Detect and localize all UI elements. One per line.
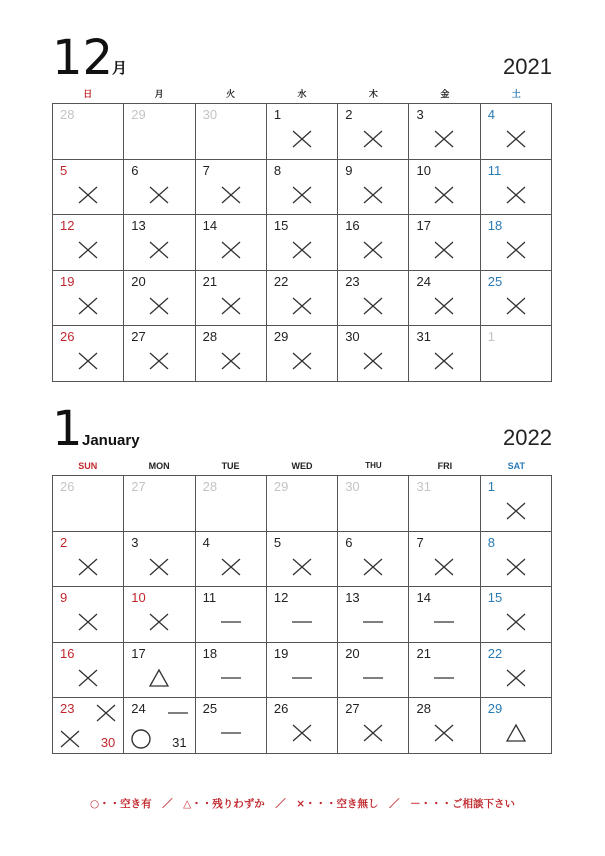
cross-icon — [362, 350, 384, 372]
cross-icon — [148, 350, 170, 372]
triangle-icon — [148, 667, 170, 689]
day-cell[interactable] — [409, 215, 480, 271]
day-number: 29 — [273, 479, 289, 494]
day-cell[interactable] — [124, 271, 195, 327]
day-number: 20 — [345, 645, 360, 661]
cross-icon — [148, 556, 170, 578]
dash-icon — [220, 611, 242, 633]
day-cell[interactable] — [53, 476, 124, 532]
december-month-label: 月 — [112, 60, 128, 77]
cross-icon — [433, 556, 455, 578]
day-number: 18 — [487, 218, 503, 233]
day-number: 23 — [345, 273, 360, 289]
weekday-label: MON — [148, 461, 170, 471]
day-number: 28 — [202, 479, 218, 494]
day-cell[interactable] — [481, 532, 552, 588]
day-cell[interactable] — [481, 271, 552, 327]
january-weekday-row — [52, 459, 552, 473]
cross-icon — [362, 722, 384, 744]
circle-icon — [130, 728, 152, 750]
day-cell[interactable] — [409, 326, 480, 382]
day-cell[interactable] — [53, 587, 124, 643]
day-cell[interactable] — [409, 271, 480, 327]
dash-icon — [291, 667, 313, 689]
day-number: 31 — [416, 329, 431, 344]
day-number: 1 — [273, 107, 282, 122]
day-cell[interactable] — [481, 587, 552, 643]
cross-icon — [362, 295, 384, 317]
day-cell[interactable] — [124, 160, 195, 216]
day-cell[interactable] — [53, 326, 124, 382]
cross-icon — [362, 128, 384, 150]
day-number: 2 — [345, 107, 353, 122]
weekday-label: SUN — [78, 461, 98, 471]
day-cell[interactable] — [338, 698, 409, 754]
day-number: 19 — [60, 273, 75, 289]
cross-icon — [77, 667, 99, 689]
cross-icon — [291, 556, 313, 578]
weekday-label: 火 — [226, 89, 236, 99]
day-cell[interactable] — [124, 532, 195, 588]
day-number-secondary: 31 — [172, 734, 187, 750]
cross-icon — [505, 128, 527, 150]
cross-icon — [505, 239, 527, 261]
cross-icon — [77, 556, 99, 578]
day-cell[interactable] — [267, 326, 338, 382]
cross-icon — [291, 722, 313, 744]
day-cell[interactable] — [196, 587, 267, 643]
cross-icon — [433, 184, 455, 206]
dash-icon — [433, 611, 455, 633]
day-cell[interactable] — [196, 476, 267, 532]
day-cell[interactable] — [338, 476, 409, 532]
day-cell[interactable] — [409, 160, 480, 216]
cross-icon — [291, 184, 313, 206]
day-cell[interactable] — [124, 104, 195, 160]
weekday-label: 金 — [440, 89, 450, 99]
day-number: 24 — [131, 701, 146, 716]
day-cell[interactable] — [481, 160, 552, 216]
cross-icon — [220, 184, 242, 206]
day-number: 8 — [487, 534, 496, 550]
day-number: 25 — [487, 273, 503, 289]
day-number: 11 — [487, 162, 502, 178]
day-number: 3 — [416, 107, 424, 122]
day-number: 24 — [416, 273, 431, 289]
january-header — [52, 401, 552, 457]
day-number: 19 — [273, 645, 289, 661]
day-cell[interactable] — [53, 160, 124, 216]
day-number: 7 — [202, 162, 210, 178]
day-cell[interactable] — [267, 271, 338, 327]
cross-icon — [291, 128, 313, 150]
day-cell[interactable] — [267, 587, 338, 643]
day-number: 31 — [416, 479, 431, 494]
day-number: 25 — [202, 701, 218, 716]
day-number: 14 — [202, 218, 218, 233]
day-cell[interactable] — [409, 643, 480, 699]
day-cell[interactable] — [481, 476, 552, 532]
day-number: 29 — [131, 107, 146, 122]
weekday-label: 木 — [368, 89, 378, 99]
cross-icon — [505, 611, 527, 633]
day-number: 21 — [416, 645, 431, 661]
day-number: 22 — [487, 645, 503, 661]
weekday-label: WED — [291, 461, 313, 471]
day-cell[interactable] — [196, 215, 267, 271]
day-cell[interactable] — [338, 104, 409, 160]
cross-icon — [77, 239, 99, 261]
day-number: 12 — [273, 590, 289, 605]
day-number: 22 — [273, 273, 289, 289]
day-number: 18 — [202, 645, 218, 661]
cross-icon — [362, 184, 384, 206]
day-cell[interactable] — [338, 643, 409, 699]
day-number: 16 — [60, 645, 75, 661]
day-cell[interactable] — [338, 160, 409, 216]
day-cell[interactable] — [53, 532, 124, 588]
day-number: 11 — [202, 590, 217, 605]
december-year: 2021 — [503, 54, 552, 79]
cross-icon — [505, 295, 527, 317]
day-number: 8 — [273, 162, 282, 178]
january-month-label: January — [82, 432, 140, 449]
day-cell[interactable] — [409, 104, 480, 160]
cross-icon — [148, 611, 170, 633]
day-cell[interactable] — [338, 271, 409, 327]
day-number: 30 — [345, 329, 360, 344]
day-cell[interactable] — [267, 215, 338, 271]
day-number: 5 — [60, 162, 68, 178]
cross-icon — [77, 611, 99, 633]
day-cell[interactable] — [267, 643, 338, 699]
day-cell[interactable] — [53, 698, 124, 754]
day-cell[interactable] — [196, 326, 267, 382]
day-number: 12 — [60, 218, 75, 233]
cross-icon — [148, 184, 170, 206]
cross-icon — [220, 295, 242, 317]
day-cell[interactable] — [196, 160, 267, 216]
day-cell[interactable] — [338, 215, 409, 271]
weekday-label: FRI — [437, 461, 453, 471]
weekday-label: THU — [365, 461, 382, 470]
day-number: 26 — [60, 479, 75, 494]
day-cell[interactable] — [196, 643, 267, 699]
day-cell[interactable] — [53, 215, 124, 271]
day-number: 27 — [131, 479, 146, 494]
cross-icon — [505, 184, 527, 206]
day-cell[interactable] — [196, 104, 267, 160]
cross-icon — [59, 728, 81, 750]
dash-icon — [167, 702, 189, 724]
day-number: 6 — [345, 534, 353, 550]
cross-icon — [505, 500, 527, 522]
day-cell[interactable] — [267, 532, 338, 588]
day-number: 5 — [273, 534, 282, 550]
day-number: 28 — [60, 107, 75, 122]
day-number: 23 — [60, 701, 75, 716]
dash-icon — [362, 611, 384, 633]
dash-icon — [220, 667, 242, 689]
day-cell[interactable] — [409, 532, 480, 588]
weekday-label: 土 — [511, 89, 521, 99]
day-cell[interactable] — [267, 160, 338, 216]
dash-icon — [291, 611, 313, 633]
cross-icon — [433, 128, 455, 150]
day-number: 29 — [487, 701, 503, 716]
triangle-icon — [505, 722, 527, 744]
cross-icon — [148, 295, 170, 317]
cross-icon — [433, 350, 455, 372]
cross-icon — [433, 295, 455, 317]
day-number: 17 — [416, 218, 431, 233]
day-number: 21 — [202, 273, 218, 289]
december-header — [52, 30, 552, 86]
cross-icon — [220, 556, 242, 578]
day-number: 4 — [202, 534, 210, 550]
weekday-label: TUE — [221, 461, 240, 471]
cross-icon — [433, 239, 455, 261]
cross-icon — [291, 295, 313, 317]
cross-icon — [77, 295, 99, 317]
cross-icon — [505, 667, 527, 689]
day-number: 15 — [487, 590, 503, 605]
day-cell[interactable] — [53, 271, 124, 327]
day-cell[interactable] — [481, 215, 552, 271]
cross-icon — [220, 350, 242, 372]
dash-icon — [220, 722, 242, 744]
day-cell[interactable] — [124, 326, 195, 382]
day-number: 9 — [345, 162, 353, 178]
day-cell[interactable] — [481, 104, 552, 160]
day-cell[interactable] — [481, 698, 552, 754]
day-number: 10 — [131, 590, 146, 605]
weekday-label: SAT — [507, 461, 525, 471]
day-number: 4 — [487, 107, 496, 122]
december-calendar-grid — [52, 103, 552, 382]
cross-icon — [291, 239, 313, 261]
day-cell[interactable] — [338, 532, 409, 588]
day-cell[interactable] — [481, 326, 552, 382]
day-number: 28 — [202, 329, 218, 344]
day-number: 1 — [487, 479, 496, 494]
day-cell[interactable] — [409, 476, 480, 532]
day-number: 7 — [416, 534, 424, 550]
day-cell[interactable] — [196, 532, 267, 588]
day-number: 27 — [131, 329, 146, 344]
day-number: 16 — [345, 218, 360, 233]
day-number: 14 — [416, 590, 431, 605]
day-cell[interactable] — [267, 104, 338, 160]
day-number: 17 — [131, 645, 146, 661]
day-number: 26 — [60, 329, 75, 344]
day-cell[interactable] — [124, 587, 195, 643]
day-cell[interactable] — [124, 698, 195, 754]
day-number: 9 — [60, 590, 68, 605]
december-weekday-row — [52, 87, 552, 101]
day-number: 13 — [345, 590, 360, 605]
day-number: 20 — [131, 273, 146, 289]
cross-icon — [77, 350, 99, 372]
day-cell[interactable] — [124, 215, 195, 271]
day-number: 3 — [131, 534, 139, 550]
day-cell[interactable] — [53, 643, 124, 699]
day-number: 2 — [60, 534, 68, 550]
day-cell[interactable] — [124, 476, 195, 532]
day-cell[interactable] — [409, 698, 480, 754]
dash-icon — [433, 667, 455, 689]
cross-icon — [148, 239, 170, 261]
day-number: 27 — [345, 701, 360, 716]
cross-icon — [220, 239, 242, 261]
weekday-label: 日 — [83, 89, 93, 99]
day-cell[interactable] — [409, 587, 480, 643]
day-cell[interactable] — [338, 326, 409, 382]
day-cell[interactable] — [124, 643, 195, 699]
day-cell[interactable] — [267, 698, 338, 754]
cross-icon — [291, 350, 313, 372]
day-number: 28 — [416, 701, 431, 716]
cross-icon — [362, 239, 384, 261]
day-number: 26 — [273, 701, 289, 716]
day-number: 30 — [202, 107, 218, 122]
january-year: 2022 — [503, 425, 552, 450]
cross-icon — [362, 556, 384, 578]
dash-icon — [362, 667, 384, 689]
day-cell[interactable] — [196, 698, 267, 754]
day-number: 10 — [416, 162, 431, 178]
cross-icon — [95, 702, 117, 724]
day-number: 6 — [131, 162, 139, 178]
day-number: 29 — [273, 329, 289, 344]
day-cell[interactable] — [267, 476, 338, 532]
january-month-number: 1 — [52, 401, 83, 457]
cross-icon — [505, 556, 527, 578]
weekday-label: 月 — [154, 89, 164, 99]
day-cell[interactable] — [53, 104, 124, 160]
day-number: 1 — [487, 329, 496, 344]
day-number: 13 — [131, 218, 146, 233]
january-calendar-grid — [52, 475, 552, 754]
cross-icon — [77, 184, 99, 206]
weekday-label: 水 — [297, 89, 307, 99]
day-cell[interactable] — [481, 643, 552, 699]
availability-legend: ○・・空き有 ／ △・・残りわずか ／ ×・・・空き無し ／ －・・・ご相談下さい — [89, 798, 516, 810]
day-number-secondary: 30 — [100, 734, 116, 750]
day-cell[interactable] — [338, 587, 409, 643]
day-number: 30 — [345, 479, 360, 494]
cross-icon — [433, 722, 455, 744]
day-cell[interactable] — [196, 271, 267, 327]
day-number: 15 — [273, 218, 289, 233]
december-month-number: 12 — [52, 30, 114, 86]
